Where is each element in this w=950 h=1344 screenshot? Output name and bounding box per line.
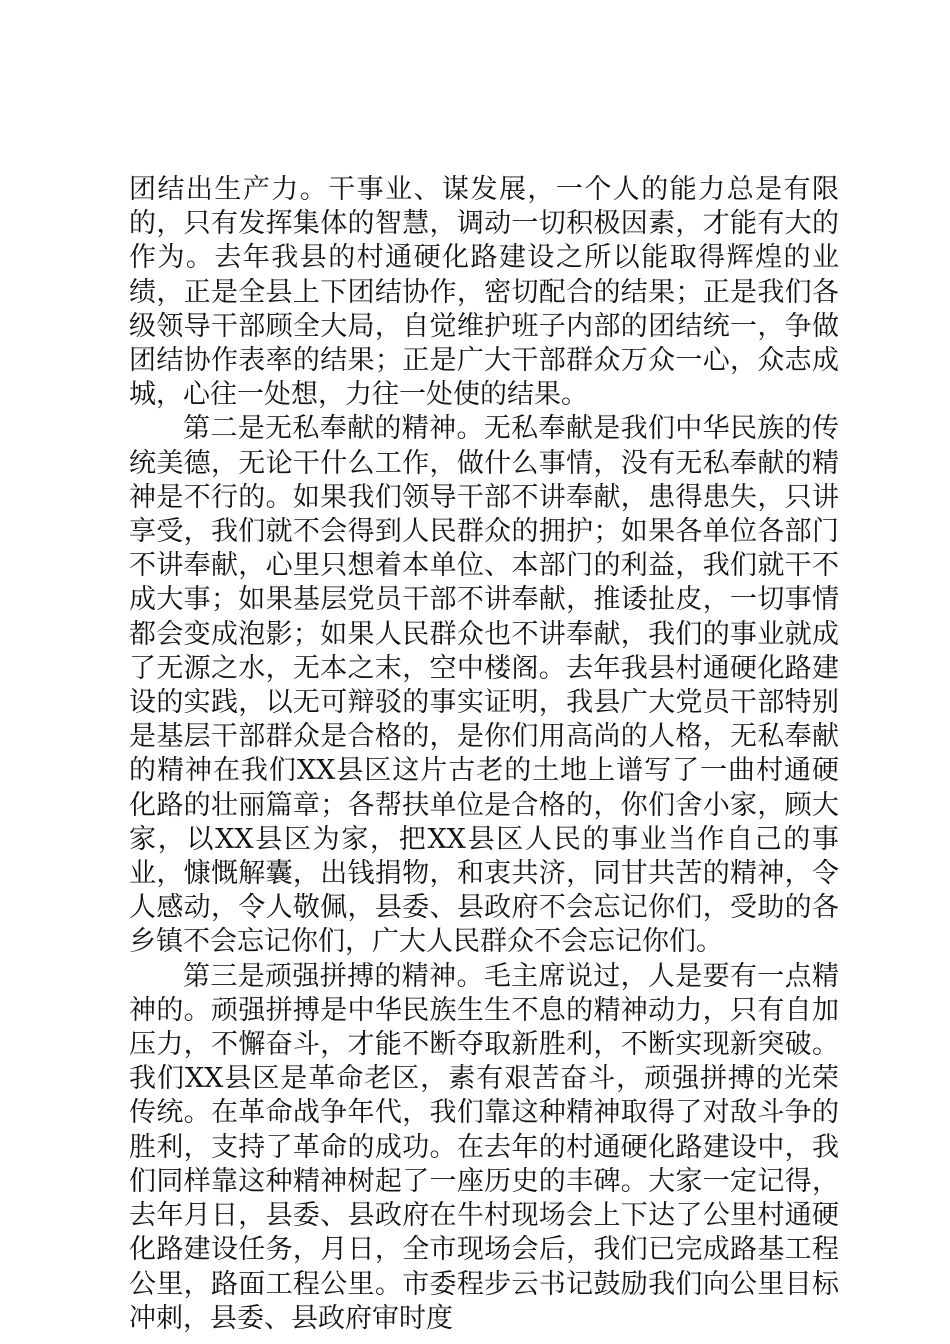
paragraph-dedication: 第二是无私奉献的精神。无私奉献是我们中华民族的传统美德，无论干什么工作，做什么事情，没有无私奉献的精神是不行的。如果我们领导干部不讲奉献，患得患失，只讲享受，我们就不会得到人民群众的拥护；如果各单位各部门不讲奉献，心里只想着本单位、本部门的利益，我们就干不成大事；如果基层党员干部不讲奉献，推诿扯皮，一切事情都会变成泡影；如果人民群众也不讲奉献，我们的事业就成了无源之水，无本之末，空中楼阁。去年我县村通硬化路建设的实践，以无可辩驳的事实证明，我县广大党员干部特别是基层干部群众是合格的，是你们用高尚的人格，无私奉献的精神在我们XX县区这片古老的土地上谱写了一曲村通硬化路的壮丽篇章；各帮扶单位是合格的，你们舍小家，顾大家，以XX县区为家，把XX县区人民的事业当作自己的事业，慷慨解囊，出钱捐物，和衷共济，同甘共苦的精神，令人感动，令人敬佩，县委、县政府不会忘记你们，受助的各乡镇不会忘记你们，广大人民群众不会忘记你们。 — [129, 413, 839, 958]
paragraph-unity: 团结出生产力。干事业、谋发展，一个人的能力总是有限的，只有发挥集体的智慧，调动一切积极因素，才能有大的作为。去年我县的村通硬化路建设之所以能取得辉煌的业绩，正是全县上下团结协作，密切配合的结果；正是我们各级领导干部顾全大局，自觉维护班子内部的团结统一，争做团结协作表率的结果；正是广大干部群众万众一心，众志成城，心往一处想，力往一处使的结果。 — [129, 174, 839, 411]
paragraph-perseverance: 第三是顽强拼搏的精神。毛主席说过，人是要有一点精神的。顽强拼搏是中华民族生生不息的精神动力，只有自加压力，不懈奋斗，才能不断夺取新胜利，不断实现新突破。我们XX县区是革命老区，素有艰苦奋斗，顽强拼搏的光荣传统。在革命战争年代，我们靠这种精神取得了对敌斗争的胜利，支持了革命的成功。在去年的村通硬化路建设中，我们同样靠这种精神树起了一座历史的丰碑。大家一定记得，去年月日，县委、县政府在牛村现场会上下达了公里村通硬化路建设任务，月日，全市现场会后，我们已完成路基工程公里，路面工程公里。市委程步云书记鼓励我们向公里目标冲刺，县委、县政府审时度 — [129, 960, 839, 1334]
body-text — [129, 173, 839, 1336]
